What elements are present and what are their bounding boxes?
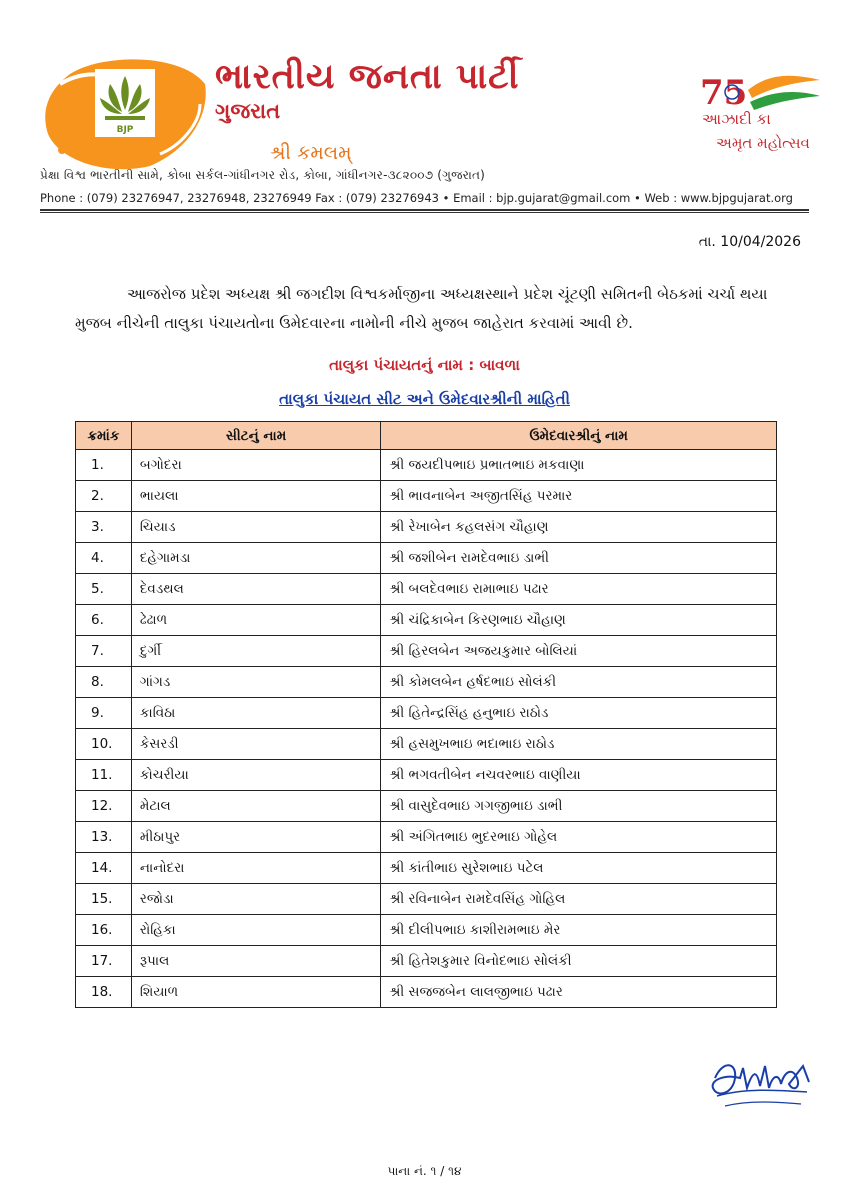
row-serial: 9. xyxy=(76,698,132,729)
table-header-row xyxy=(76,422,777,450)
row-candidate-name: શ્રી ચંદ્રિકાબેન કિરણભાઇ ચૌહાણ xyxy=(381,605,777,636)
row-serial: 3. xyxy=(76,512,132,543)
row-seat-name: રજોડા xyxy=(131,884,381,915)
table-row xyxy=(76,605,777,636)
row-candidate-name: શ્રી સજજબેન લાલજીભાઇ પઢાર xyxy=(381,977,777,1008)
row-serial: 16. xyxy=(76,915,132,946)
header-seat: સીટનું નામ xyxy=(131,422,381,450)
row-seat-name: નાનોદરા xyxy=(131,853,381,884)
azadi-number: 75 xyxy=(700,73,748,113)
row-serial: 12. xyxy=(76,791,132,822)
table-row xyxy=(76,915,777,946)
table-row xyxy=(76,946,777,977)
header-candidate: ઉમેદવારશ્રીનું નામ xyxy=(381,422,777,450)
table-row xyxy=(76,450,777,481)
row-seat-name: કેસરડી xyxy=(131,729,381,760)
row-serial: 8. xyxy=(76,667,132,698)
row-candidate-name: શ્રી હસમુખભાઇ ભદાભાઇ રાઠોડ xyxy=(381,729,777,760)
row-serial: 7. xyxy=(76,636,132,667)
row-seat-name: ચિયાડ xyxy=(131,512,381,543)
row-seat-name: ઢેઢાળ xyxy=(131,605,381,636)
row-seat-name: મેટાલ xyxy=(131,791,381,822)
table-title: તાલુકા પંચાયત સીટ અને ઉમેદવારશ્રીની માહિતી xyxy=(279,390,570,408)
row-seat-name: દુર્ગી xyxy=(131,636,381,667)
row-serial: 17. xyxy=(76,946,132,977)
page-number: પાના નં. ૧ / ૧૪ xyxy=(387,1164,462,1178)
row-serial: 14. xyxy=(76,853,132,884)
table-body xyxy=(76,450,777,1008)
letter-date: તા. 10/04/2026 xyxy=(698,234,801,250)
header-serial: ક્રમાંક xyxy=(76,422,132,450)
row-candidate-name: શ્રી હિતેન્દ્રસિંહ હનુભાઇ રાઠોડ xyxy=(381,698,777,729)
row-seat-name: રોહિકા xyxy=(131,915,381,946)
table-row xyxy=(76,667,777,698)
state-name: ગુજરાત xyxy=(215,98,281,123)
table-row xyxy=(76,729,777,760)
address: પ્રેક્ષા વિશ્વ ભારતીની સામે, કોબા સર્કલ-ગાંધીનગર રોડ, કોબા, ગાંધીનગર-૩૮૨૦૦૭ (ગુજરાત) xyxy=(40,168,486,182)
table-row xyxy=(76,481,777,512)
party-name: ભારતીય જનતા પાર્ટી xyxy=(215,56,520,97)
row-candidate-name: શ્રી કાંતીભાઇ સુરેશભાઇ પટેલ xyxy=(381,853,777,884)
row-serial: 2. xyxy=(76,481,132,512)
row-seat-name: દહેગામડા xyxy=(131,543,381,574)
table-row xyxy=(76,760,777,791)
azadi-amrit-mahotsav-logo xyxy=(680,62,830,162)
logo-text: BJP xyxy=(116,125,134,135)
row-seat-name: બગોદરા xyxy=(131,450,381,481)
row-candidate-name: શ્રી બલદેવભાઇ રામાભાઇ પઢાર xyxy=(381,574,777,605)
row-serial: 15. xyxy=(76,884,132,915)
row-seat-name: કાવિઠા xyxy=(131,698,381,729)
table-row xyxy=(76,822,777,853)
row-serial: 4. xyxy=(76,543,132,574)
candidate-table xyxy=(75,421,777,1008)
motto: શ્રી કમલમ્ xyxy=(270,142,352,164)
row-seat-name: મીઠાપુર xyxy=(131,822,381,853)
row-candidate-name: શ્રી રવિનાબેન રામદેવસિંહ ગોહિલ xyxy=(381,884,777,915)
row-candidate-name: શ્રી હિરલબેન અજયકુમાર બોલિયાં xyxy=(381,636,777,667)
row-candidate-name: શ્રી વાસુદેવભાઇ ગગજીભાઇ ડાભી xyxy=(381,791,777,822)
row-serial: 1. xyxy=(76,450,132,481)
row-serial: 11. xyxy=(76,760,132,791)
row-serial: 13. xyxy=(76,822,132,853)
intro-paragraph: આજરોજ પ્રદેશ અધ્યક્ષ શ્રી જગદીશ વિશ્વકર્માજીના અધ્યક્ષસ્થાને પ્રદેશ ચૂંટણી સમિતની બેઠકમાં ચર્ચા થયા મુજબ નીચેની તાલુકા પંચાયતોના ઉમેદવારના નામોની નીચે મુજબ જાહેરાત કરવામાં આવી છે. xyxy=(75,285,768,332)
row-candidate-name: શ્રી જશીબેન રામદેવભાઇ ડાભી xyxy=(381,543,777,574)
table-row xyxy=(76,884,777,915)
azadi-line1: આઝાદી કા xyxy=(702,110,771,128)
bjp-lotus-logo xyxy=(40,54,210,174)
row-candidate-name: શ્રી ભગવતીબેન નચવરભાઇ વાણીયા xyxy=(381,760,777,791)
table-row xyxy=(76,698,777,729)
row-serial: 6. xyxy=(76,605,132,636)
table-row xyxy=(76,853,777,884)
row-serial: 10. xyxy=(76,729,132,760)
row-seat-name: કોચરીયા xyxy=(131,760,381,791)
table-row xyxy=(76,791,777,822)
row-seat-name: દેવડથલ xyxy=(131,574,381,605)
header-divider-thin xyxy=(40,212,809,213)
row-candidate-name: શ્રી ભાવનાબેન અજીતસિંહ પરમાર xyxy=(381,481,777,512)
letterhead xyxy=(0,0,849,228)
panchayat-title: તાલુકા પંચાયતનું નામ : બાવળા xyxy=(329,356,520,374)
header-divider xyxy=(40,209,809,211)
handwritten-signature xyxy=(705,1048,815,1113)
row-seat-name: રૂપાલ xyxy=(131,946,381,977)
row-candidate-name: શ્રી હિતેશકુમાર વિનોદભાઇ સોલંકી xyxy=(381,946,777,977)
row-candidate-name: શ્રી રેખાબેન કહલસંગ ચૌહાણ xyxy=(381,512,777,543)
row-candidate-name: શ્રી જયદીપભાઇ પ્રભાતભાઇ મકવાણા xyxy=(381,450,777,481)
table-row xyxy=(76,574,777,605)
contact-info: Phone : (079) 23276947, 23276948, 23276949 Fax : (079) 23276943 • Email : bjp.gujarat@gmail.com • Web : www.bjpgujarat.org xyxy=(40,191,793,205)
azadi-line2: અમૃત મહોત્સવ xyxy=(716,134,810,152)
table-row xyxy=(76,977,777,1008)
table-row xyxy=(76,512,777,543)
table-row xyxy=(76,636,777,667)
row-candidate-name: શ્રી દીલીપભાઇ કાશીરામભાઇ મેર xyxy=(381,915,777,946)
row-serial: 18. xyxy=(76,977,132,1008)
row-serial: 5. xyxy=(76,574,132,605)
row-seat-name: ભાયલા xyxy=(131,481,381,512)
row-candidate-name: શ્રી અંગિતભાઇ ભુદરભાઇ ગોહેલ xyxy=(381,822,777,853)
row-seat-name: શિયાળ xyxy=(131,977,381,1008)
row-candidate-name: શ્રી કોમલબેન હર્ષદભાઇ સોલંકી xyxy=(381,667,777,698)
row-seat-name: ગાંગડ xyxy=(131,667,381,698)
table-row xyxy=(76,543,777,574)
